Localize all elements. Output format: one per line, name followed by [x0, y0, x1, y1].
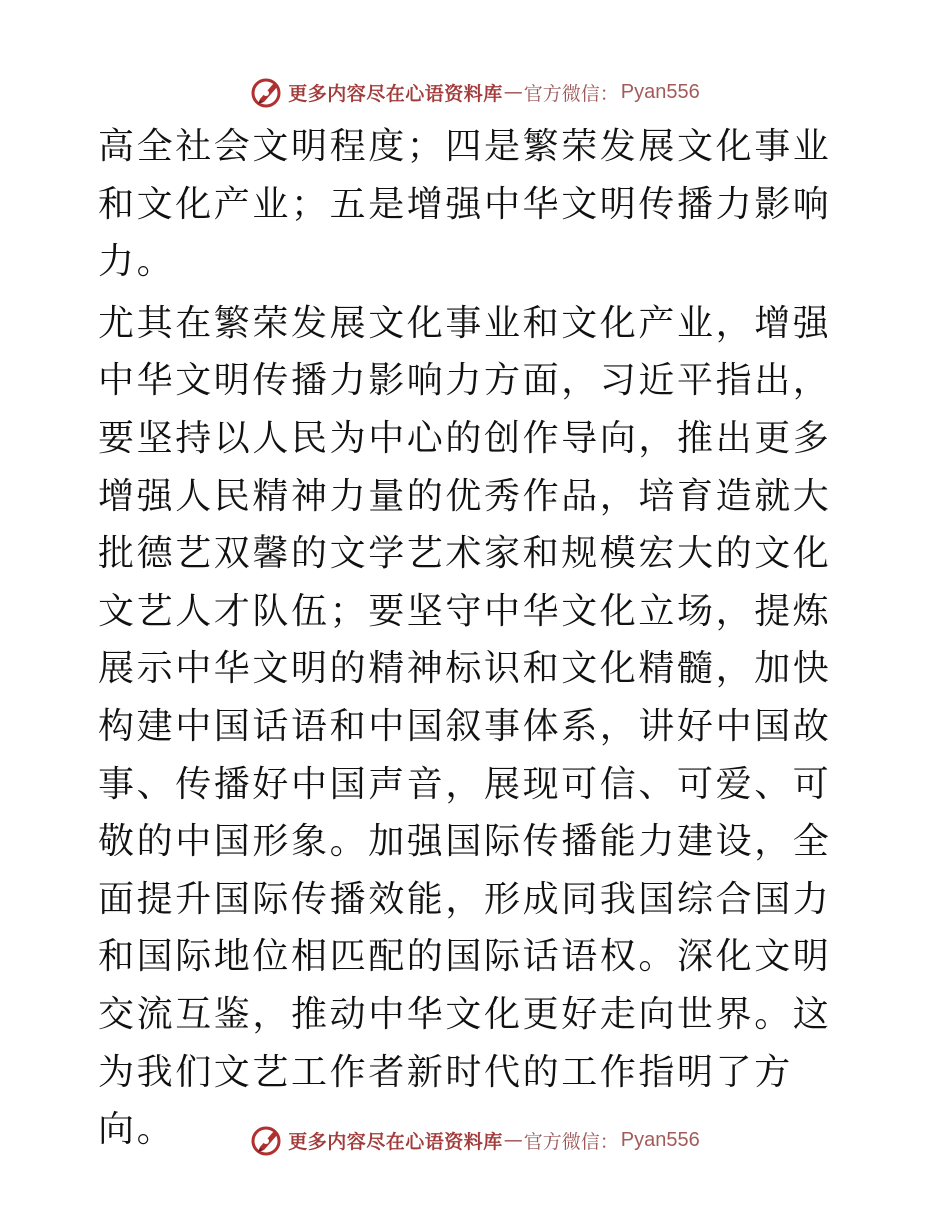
document-body: [98, 118, 858, 1159]
pen-logo-icon: [250, 1123, 284, 1157]
footer-banner-text: 更多内容尽在心语资料库: [288, 1130, 503, 1153]
body-paragraph-1: 高全社会文明程度；四是繁荣发展文化事业和文化产业；五是增强中华文明传播力影响力。: [98, 126, 832, 283]
footer-banner-separator: —: [503, 1129, 523, 1151]
footer-wechat-label: 官方微信：: [523, 1130, 619, 1153]
header-banner-separator: —: [503, 81, 523, 103]
footer-wechat-id: Pyan556: [620, 1128, 700, 1151]
pen-logo-icon: [250, 75, 284, 109]
header-wechat-label: 官方微信：: [523, 82, 619, 105]
header-banner-text: 更多内容尽在心语资料库: [288, 82, 503, 105]
body-paragraph-2: 尤其在繁荣发展文化事业和文化产业，增强中华文明传播力影响力方面，习近平指出，要坚持以人民为中心的创作导向，推出更多增强人民精神力量的优秀作品，培育造就大批德艺双馨的文学艺术家和规模宏大的文化文艺人才队伍；要坚守中华文化立场，提炼展示中华文明的精神标识和文化精髓，加快构建中国话语和中国叙事体系，讲好中国故事、传播好中国声音，展现可信、可爱、可敬的中国形象。加强国际传播能力建设，全面提升国际传播效能，形成同我国综合国力和国际地位相匹配的国际话语权。深化文明交流互鉴，推动中华文化更好走向世界。这为我们文艺工作者新时代的工作指明了方向。: [98, 302, 832, 1151]
header-banner: [0, 72, 950, 112]
header-wechat-id: Pyan556: [620, 80, 700, 103]
footer-banner: [0, 1120, 950, 1160]
